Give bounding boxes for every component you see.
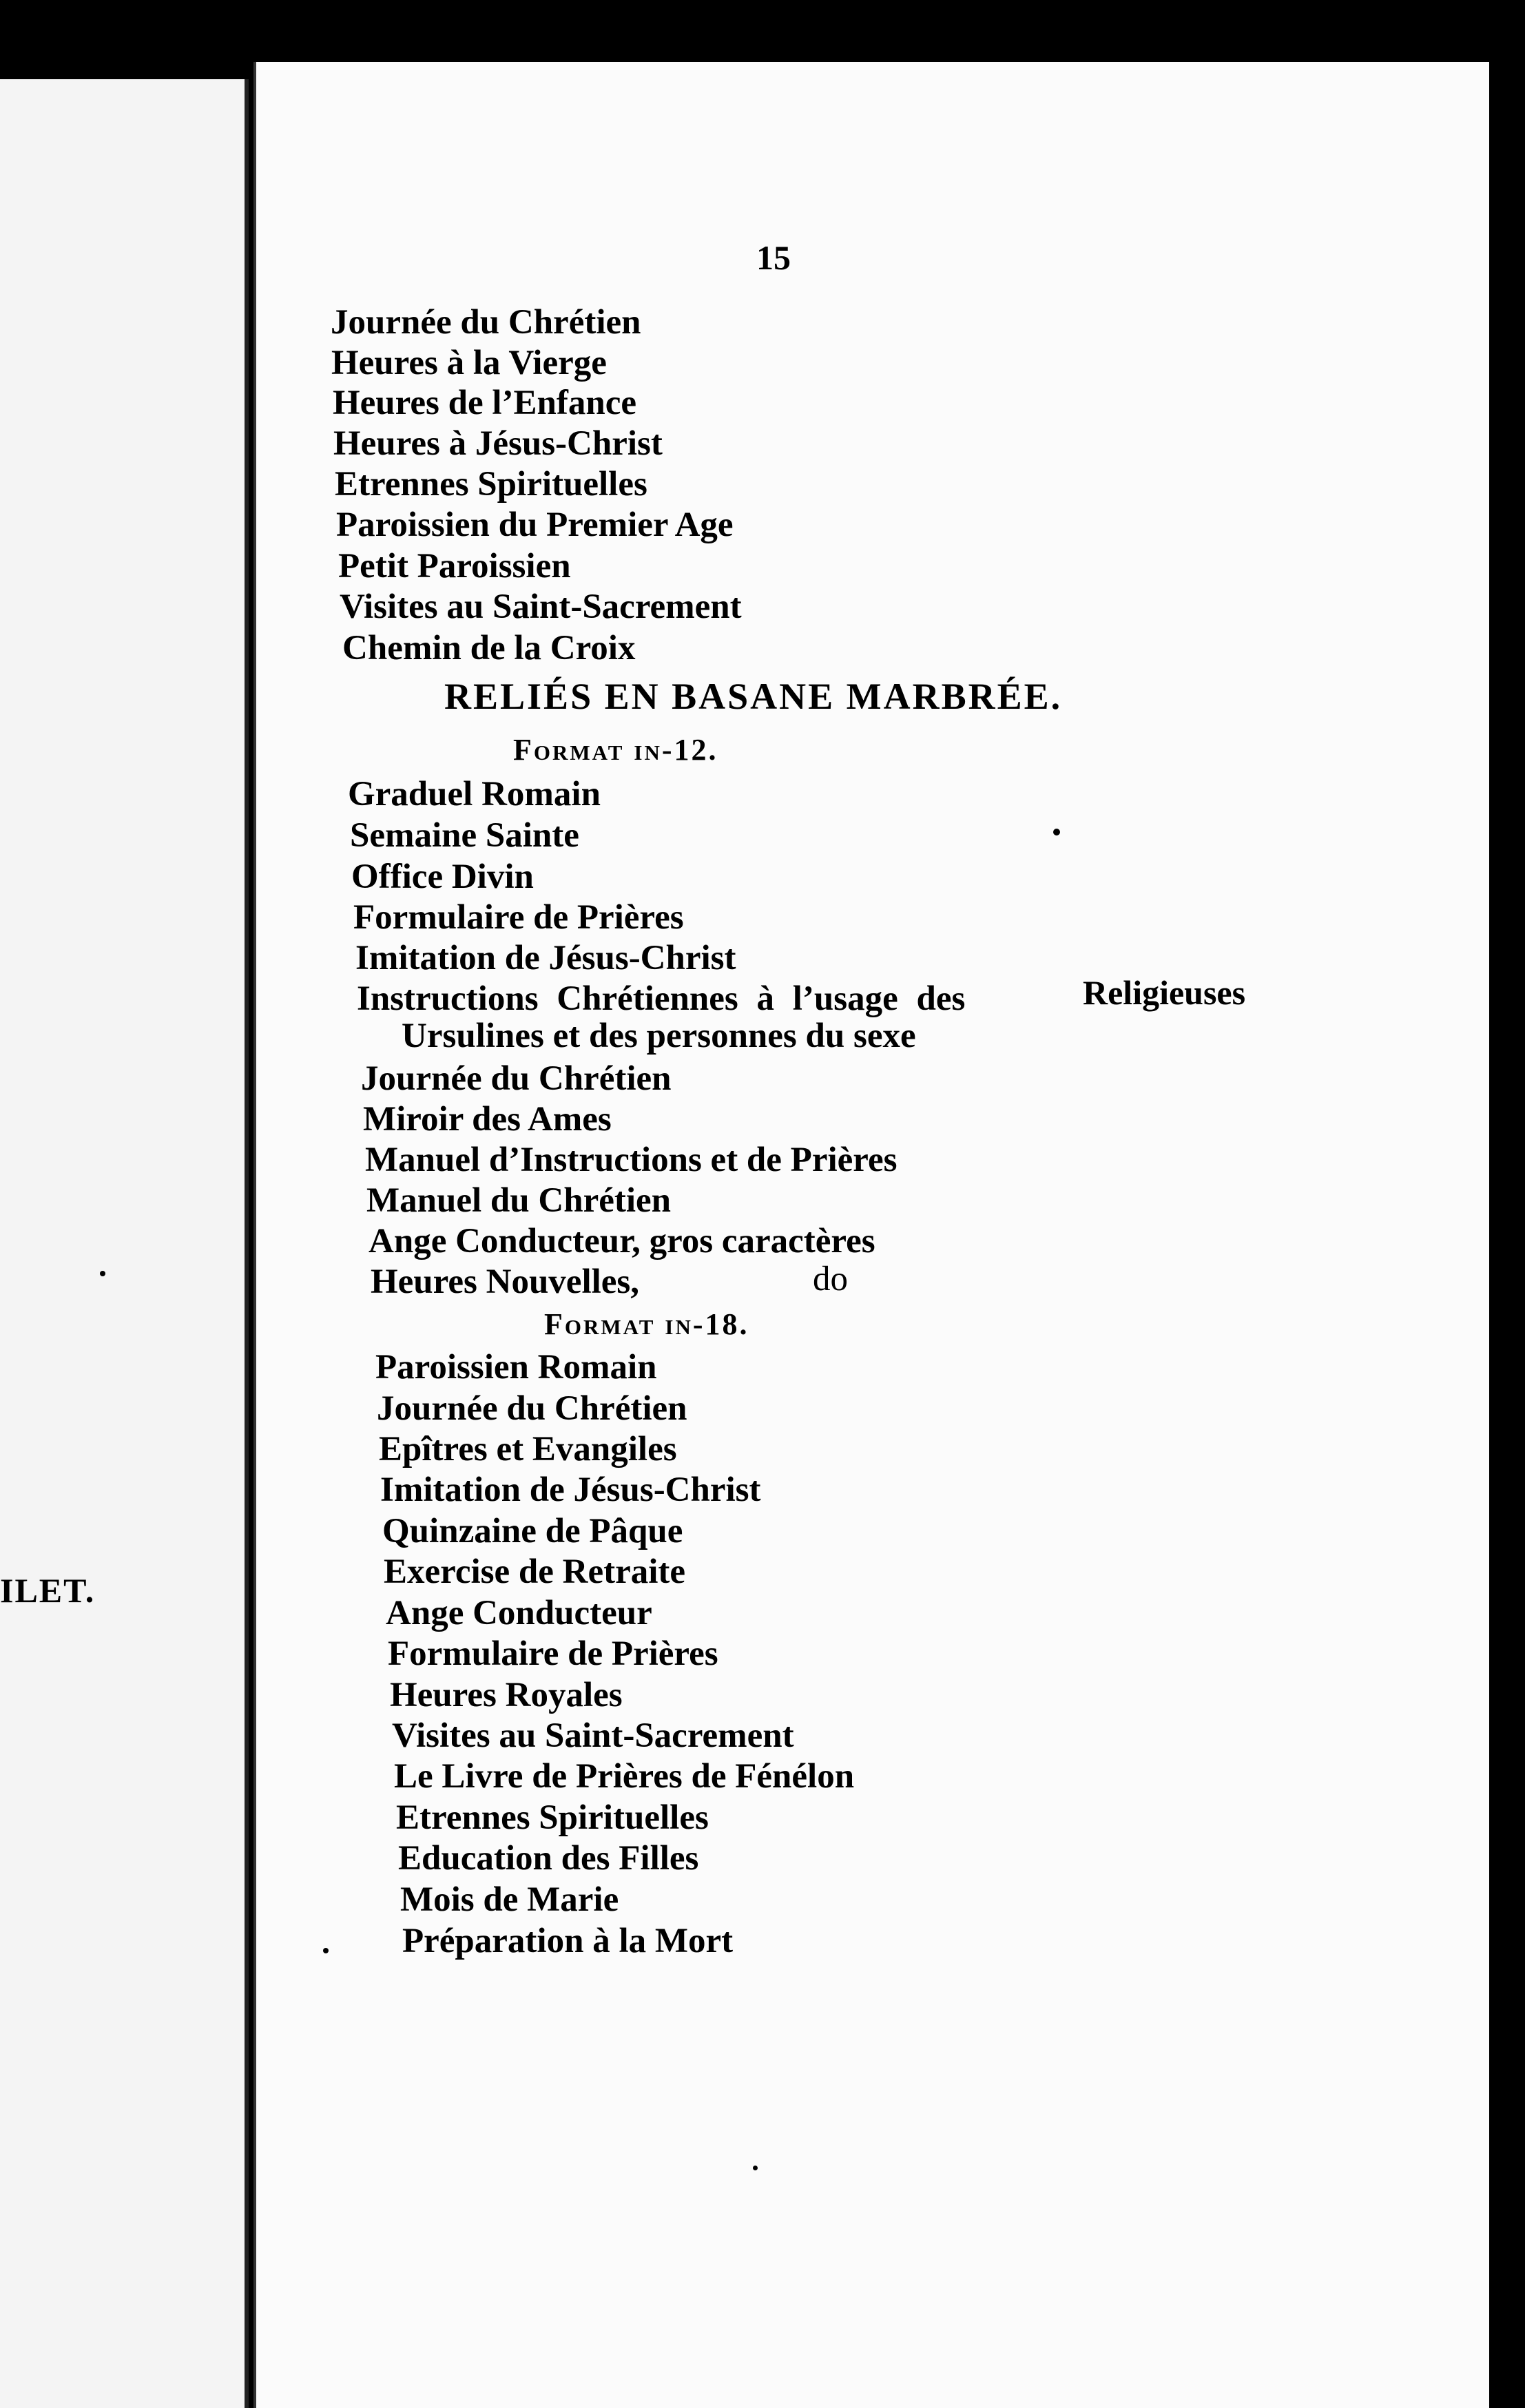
list-item: Journée du Chrétien bbox=[361, 1059, 672, 1098]
list-item: Mois de Marie bbox=[400, 1880, 619, 1919]
list-item: Miroir des Ames bbox=[363, 1100, 612, 1139]
list-item: Imitation de Jésus-Christ bbox=[355, 939, 736, 977]
list-item: Préparation à la Mort bbox=[402, 1922, 734, 1960]
ditto-mark: do bbox=[813, 1260, 848, 1298]
list-item: Heures Royales bbox=[390, 1676, 623, 1714]
list-item-instructions-end: Religieuses bbox=[1083, 973, 1246, 1012]
list-item: Journée du Chrétien bbox=[377, 1389, 687, 1428]
list-item: Exercise de Retraite bbox=[384, 1553, 686, 1591]
list-item-instructions: Instructions Chrétiennes à l’usage des bbox=[357, 979, 966, 1018]
list-item: Heures à Jésus-Christ bbox=[333, 424, 663, 463]
list-item: Formulaire de Prières bbox=[388, 1634, 718, 1673]
ink-speck bbox=[1053, 829, 1060, 835]
ink-speck bbox=[323, 1948, 329, 1953]
list-item: Semaine Sainte bbox=[350, 816, 579, 855]
list-item: Graduel Romain bbox=[348, 775, 601, 813]
list-item: Etrennes Spirituelles bbox=[396, 1798, 709, 1837]
list-item: Education des Filles bbox=[398, 1839, 699, 1878]
list-item: Heures de l’Enfance bbox=[333, 384, 637, 422]
list-item: Ange Conducteur, gros caractères bbox=[369, 1222, 875, 1260]
list-item: Formulaire de Prières bbox=[353, 898, 684, 937]
list-item: Office Divin bbox=[351, 858, 534, 896]
list-item: Visites au Saint-Sacrement bbox=[340, 588, 742, 626]
list-item: Ange Conducteur bbox=[386, 1594, 652, 1632]
list-item: Manuel du Chrétien bbox=[366, 1181, 672, 1220]
list-item: Heures à la Vierge bbox=[331, 344, 607, 382]
list-item: Petit Paroissien bbox=[338, 547, 571, 585]
list-item: Journée du Chrétien bbox=[331, 303, 641, 342]
page-number: 15 bbox=[756, 238, 791, 277]
list-item: Manuel d’Instructions et de Prières bbox=[365, 1141, 898, 1179]
list-item: Paroissien Romain bbox=[375, 1348, 657, 1387]
list-item-continuation: Ursulines et des personnes du sexe bbox=[402, 1017, 916, 1055]
format-heading-18: Format in-18. bbox=[544, 1307, 749, 1341]
list-item: Imitation de Jésus-Christ bbox=[380, 1471, 761, 1509]
list-item: Quinzaine de Pâque bbox=[382, 1512, 683, 1550]
format-heading-12: Format in-12. bbox=[513, 733, 718, 767]
list-item: Etrennes Spirituelles bbox=[335, 465, 647, 504]
left-page-text-fragment: ILET. bbox=[0, 1571, 96, 1610]
list-item: Chemin de la Croix bbox=[342, 629, 636, 667]
left-page-edge bbox=[0, 79, 249, 2408]
list-item: Epîtres et Evangiles bbox=[379, 1430, 677, 1468]
section-heading: RELIÉS EN BASANE MARBRÉE. bbox=[444, 676, 1063, 717]
ink-speck bbox=[753, 2166, 758, 2170]
list-item: Visites au Saint-Sacrement bbox=[392, 1716, 794, 1755]
ink-speck bbox=[100, 1271, 105, 1276]
list-item: Paroissien du Premier Age bbox=[336, 506, 734, 544]
list-item: Heures Nouvelles, bbox=[371, 1263, 640, 1301]
list-item: Le Livre de Prières de Fénélon bbox=[394, 1757, 855, 1796]
